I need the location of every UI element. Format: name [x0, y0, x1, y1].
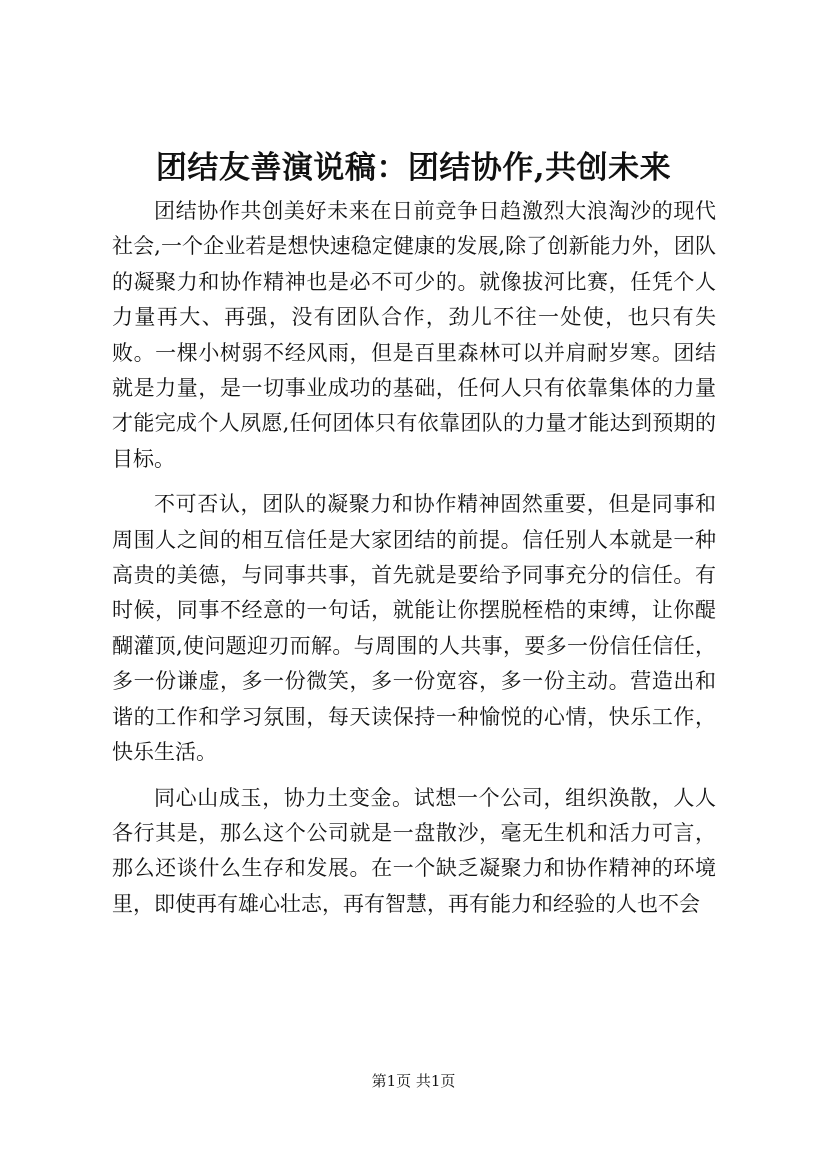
document-title: 团结友善演说稿：团结协作,共创未来	[155, 150, 672, 186]
document-body	[112, 194, 716, 932]
paragraph-2: 不可否认，团队的凝聚力和协作精神固然重要，但是同事和周围人之间的相互信任是大家团结的前提。信任别人本就是一种高贵的美德，与同事共事，首先就是要给予同事充分的信任。有时候，同事不经意的一句话，就能让你摆脱桎梏的束缚，让你醍醐灌顶,使问题迎刃而解。与周围的人共事，要多一份信任信任，多一份谦虚，多一份微笑，多一份宽容，多一份主动。营造出和谐的工作和学习氛围，每天读保持一种愉悦的心情，快乐工作，快乐生活。	[112, 492, 716, 765]
paragraph-3: 同心山成玉，协力土变金。试想一个公司，组织涣散，人人各行其是，那么这个公司就是一盘散沙，毫无生机和活力可言，那么还谈什么生存和发展。在一个缺乏凝聚力和协作精神的环境里，即使再有雄心壮志，再有智慧，再有能力和经验的人也不会	[112, 785, 716, 916]
page-footer: 第1页 共1页	[371, 1072, 456, 1090]
paragraph-1: 团结协作共创美好未来在日前竞争日趋激烈大浪淘沙的现代社会,一个企业若是想快速稳定健康的发展,除了创新能力外，团队的凝聚力和协作精神也是必不可少的。就像拔河比赛，任凭个人力量再大、再强，没有团队合作，劲儿不往一处使，也只有失败。一棵小树弱不经风雨，但是百里森林可以并肩耐岁寒。团结就是力量，是一切事业成功的基础，任何人只有依靠集体的力量才能完成个人夙愿,任何团体只有依靠团队的力量才能达到预期的目标。	[112, 199, 716, 471]
